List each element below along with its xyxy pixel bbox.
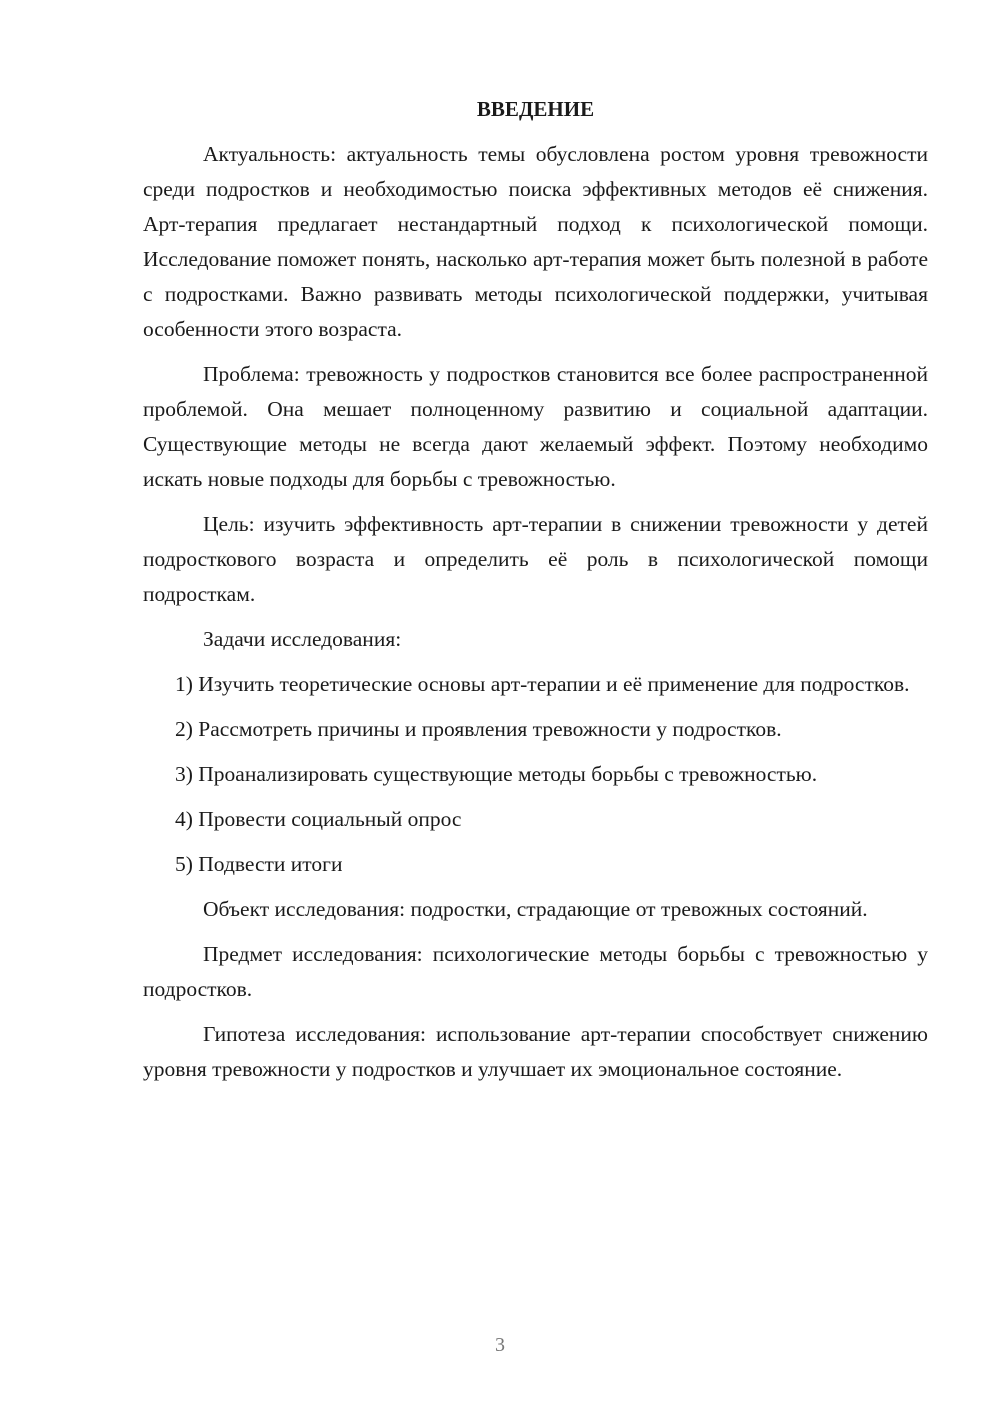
page-number: 3 bbox=[495, 1334, 505, 1356]
object-paragraph: Объект исследования: подростки, страдающие от тревожных состояний. bbox=[203, 897, 868, 921]
document-body bbox=[143, 92, 928, 1097]
task-item: 1) Изучить теоретические основы арт-терапии и её применение для подростков. bbox=[175, 672, 910, 696]
subject-paragraph: Предмет исследования: психологические методы борьбы с тревожностью у подростков. bbox=[143, 942, 928, 1001]
task-item: 5) Подвести итоги bbox=[175, 852, 343, 876]
goal-paragraph: Цель: изучить эффективность арт-терапии в снижении тревожности у детей подросткового возраста и определить её роль в психологической помощи подросткам. bbox=[143, 512, 928, 606]
task-item: 2) Рассмотреть причины и проявления тревожности у подростков. bbox=[175, 717, 782, 741]
relevance-paragraph: Актуальность: актуальность темы обусловлена ростом уровня тревожности среди подростков и необходимостью поиска эффективных методов её снижения. Арт-терапия предлагает нестандартный подход к психологической помощи. Исследование поможет понять, насколько арт-терапия может быть полезной в работе с подростками. Важно развивать методы психологической поддержки, учитывая особенности этого возраста. bbox=[143, 142, 928, 341]
task-item: 3) Проанализировать существующие методы борьбы с тревожностью. bbox=[175, 762, 818, 786]
section-title: ВВЕДЕНИЕ bbox=[476, 97, 595, 121]
task-item: 4) Провести социальный опрос bbox=[175, 807, 462, 831]
tasks-heading: Задачи исследования: bbox=[203, 627, 402, 651]
hypothesis-paragraph: Гипотеза исследования: использование арт-терапии способствует снижению уровня тревожности у подростков и улучшает их эмоциональное состояние. bbox=[143, 1022, 928, 1081]
problem-paragraph: Проблема: тревожность у подростков становится все более распространенной проблемой. Она мешает полноценному развитию и социальной адаптации. Существующие методы не всегда дают желаемый эффект. Поэтому необходимо искать новые подходы для борьбы с тревожностью. bbox=[143, 362, 928, 491]
